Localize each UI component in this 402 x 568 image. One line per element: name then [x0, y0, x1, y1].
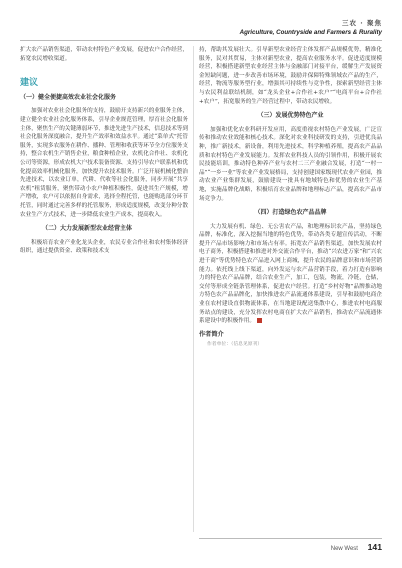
header-divider [20, 40, 382, 41]
subsection-body-1: 加强对农业社会化服务的支持，鼓励开支持新兴的业服务主体，建立健全农业社会化服务体系，引导企业规范管理，厚育社会化服务主体，聚焦生产的关键薄弱环节，推进先进生产技术，信息技术等到社会化服务深度融合，提升生产效率和效益水平。通过“菜单式”托管服务，实现多农服务在耕作、播种、管理和收获等环节全方位服务支持，整合农机生产销售企业，粮食种植企业，农机化合作社、农机化公司等资源，形成农机大户技术装备资源、支持引导农户联系机和优化提高效率机械化服务，加快提升农技术服务。广泛开展机械化整治先进技术，以农业订单，代耕、代收等社会化服务，同步开展“共享农机”租赁服务，聚焦带动小农户种植积极性，促进其生产规模，增产增收，农户可以依据自身需求，选择全程托管，也能购选部分环节托管，同时通过完善多样的托管服务，形成适度规模，改变分种分散农业生产方式技术，进一步降低农业生产成本，提高收入。 [20, 108, 188, 218]
subsection-title-1: （一）健全便捷高效农业社会化服务 [20, 93, 117, 101]
left-column [20, 46, 188, 256]
subsection-body-2: 积极培育农业产业化龙头企业，农民专业合作社和农村集体经济组织，通过提供资金、政策和技术支 [20, 239, 188, 255]
subsection-title-2: （二）大力发展新型农业经营主体 [42, 225, 133, 233]
section-label: 三农 · 聚焦 [342, 19, 382, 27]
section-title: 建议 [20, 78, 39, 89]
page-number: 141 [367, 542, 382, 552]
author-info-heading: 作者简介 [199, 330, 224, 338]
subsection-body-4-text: 大力发展有机、绿色、无公害农产品，和地理标识农产品，坚持绿色品牌，标准化，深入挖掘当地的特色优势，带动各类专题宣传活动，不断提升产品市场影响力和市场占有率。拓宽农产品销售渠道，加快发展农村电子商务，积极搭建和推进对外交流合作平台，推动“兴农进万家”和“兴农进千商”等优势特色农产品进入网上商城，提升农民的品牌意识和市场营销能力。依托线上线下渠道，向外发运与农产品营销手段，着力打造有影响力的特色农产品品牌，结合农业生产，加工，包装，物流，冷链，仓储，交付等形成全链条管理体系，促进农户经营。打造“乡村好物”品牌推动地方特色农产品品牌化，加快推进农产品流通体系建设，引导和鼓励电商企业在农村建设直供物流体系，在当地建设配送集散中心，推进农村电商服务站点的建设，充分发挥农村电商在扩大农产品销售，推动农产品流通体系建设中的积极作用。 [199, 223, 382, 325]
footer-divider [199, 538, 382, 539]
journal-title-en: Agriculture, Countryside and Farmers & Rurality [239, 29, 382, 36]
continued-paragraph: 持，帮助其发展壮大。引导新型农业经营主体发挥产品规模优势，精准化服务，民对其贸易，主体对新型农业，提高农业服务水平。促进适度规模经营，积极搭建新型农业经营主体与金融部门对接平台，缓解生产发展资金短缺问题，进一步改善市场环境，鼓励并保障特殊领域农产品的生产，经营，物流等服务型行业，增强其可持续性与竞争性，探索新型经营主体与农民利益联结机制，如“龙头企业+合作社+农户”“电商平台+合作社+农户”，拓宽服务的生产经营过程中，带动农民增收。 [199, 47, 382, 105]
column-divider [193, 46, 194, 532]
footer-journal-name: New West [330, 546, 358, 552]
page-footer [331, 542, 382, 552]
subsection-title-3: （三）发展优势特色产业 [257, 112, 324, 120]
author-unit: 作者单位：（信息见原刊） [207, 342, 263, 348]
intro-paragraph: 扩大农产品销售渠道，带动农村特色产业发展，促进农户合作经营，拓宽农民增收渠道。 [20, 47, 188, 62]
right-column [199, 46, 382, 350]
article-end-mark-icon [257, 318, 262, 323]
subsection-body-4 [199, 223, 382, 326]
subsection-title-4: （四）打造绿色农产品品牌 [254, 209, 327, 217]
subsection-body-3: 加强和优化农业科研开发应用，高度重视农村特色产业发展，广泛宣传和推动农业效能和核心技术。深化对农业科技研发的支持，引进优良品种，推广新技术，新设备，利用先进技术，科学种植养殖，提高农产品品质和农村特色产业发展能力。发挥农业科技人员的引领作用，积极开展农民技能培训，推动特色种养产业与农村二三产业融合发展，打造“一村一品”“一乡一业”等农业产业发展格局，支持创建国家级现代农业产业园，推动农业产业集群发展，鼓励建设一批具有地域特色和优势的农业生产基地，实施品牌化战略，积极培育农业品牌和地理标志产品，提高农产品市场竞争力。 [199, 126, 382, 202]
page-header [240, 18, 382, 36]
